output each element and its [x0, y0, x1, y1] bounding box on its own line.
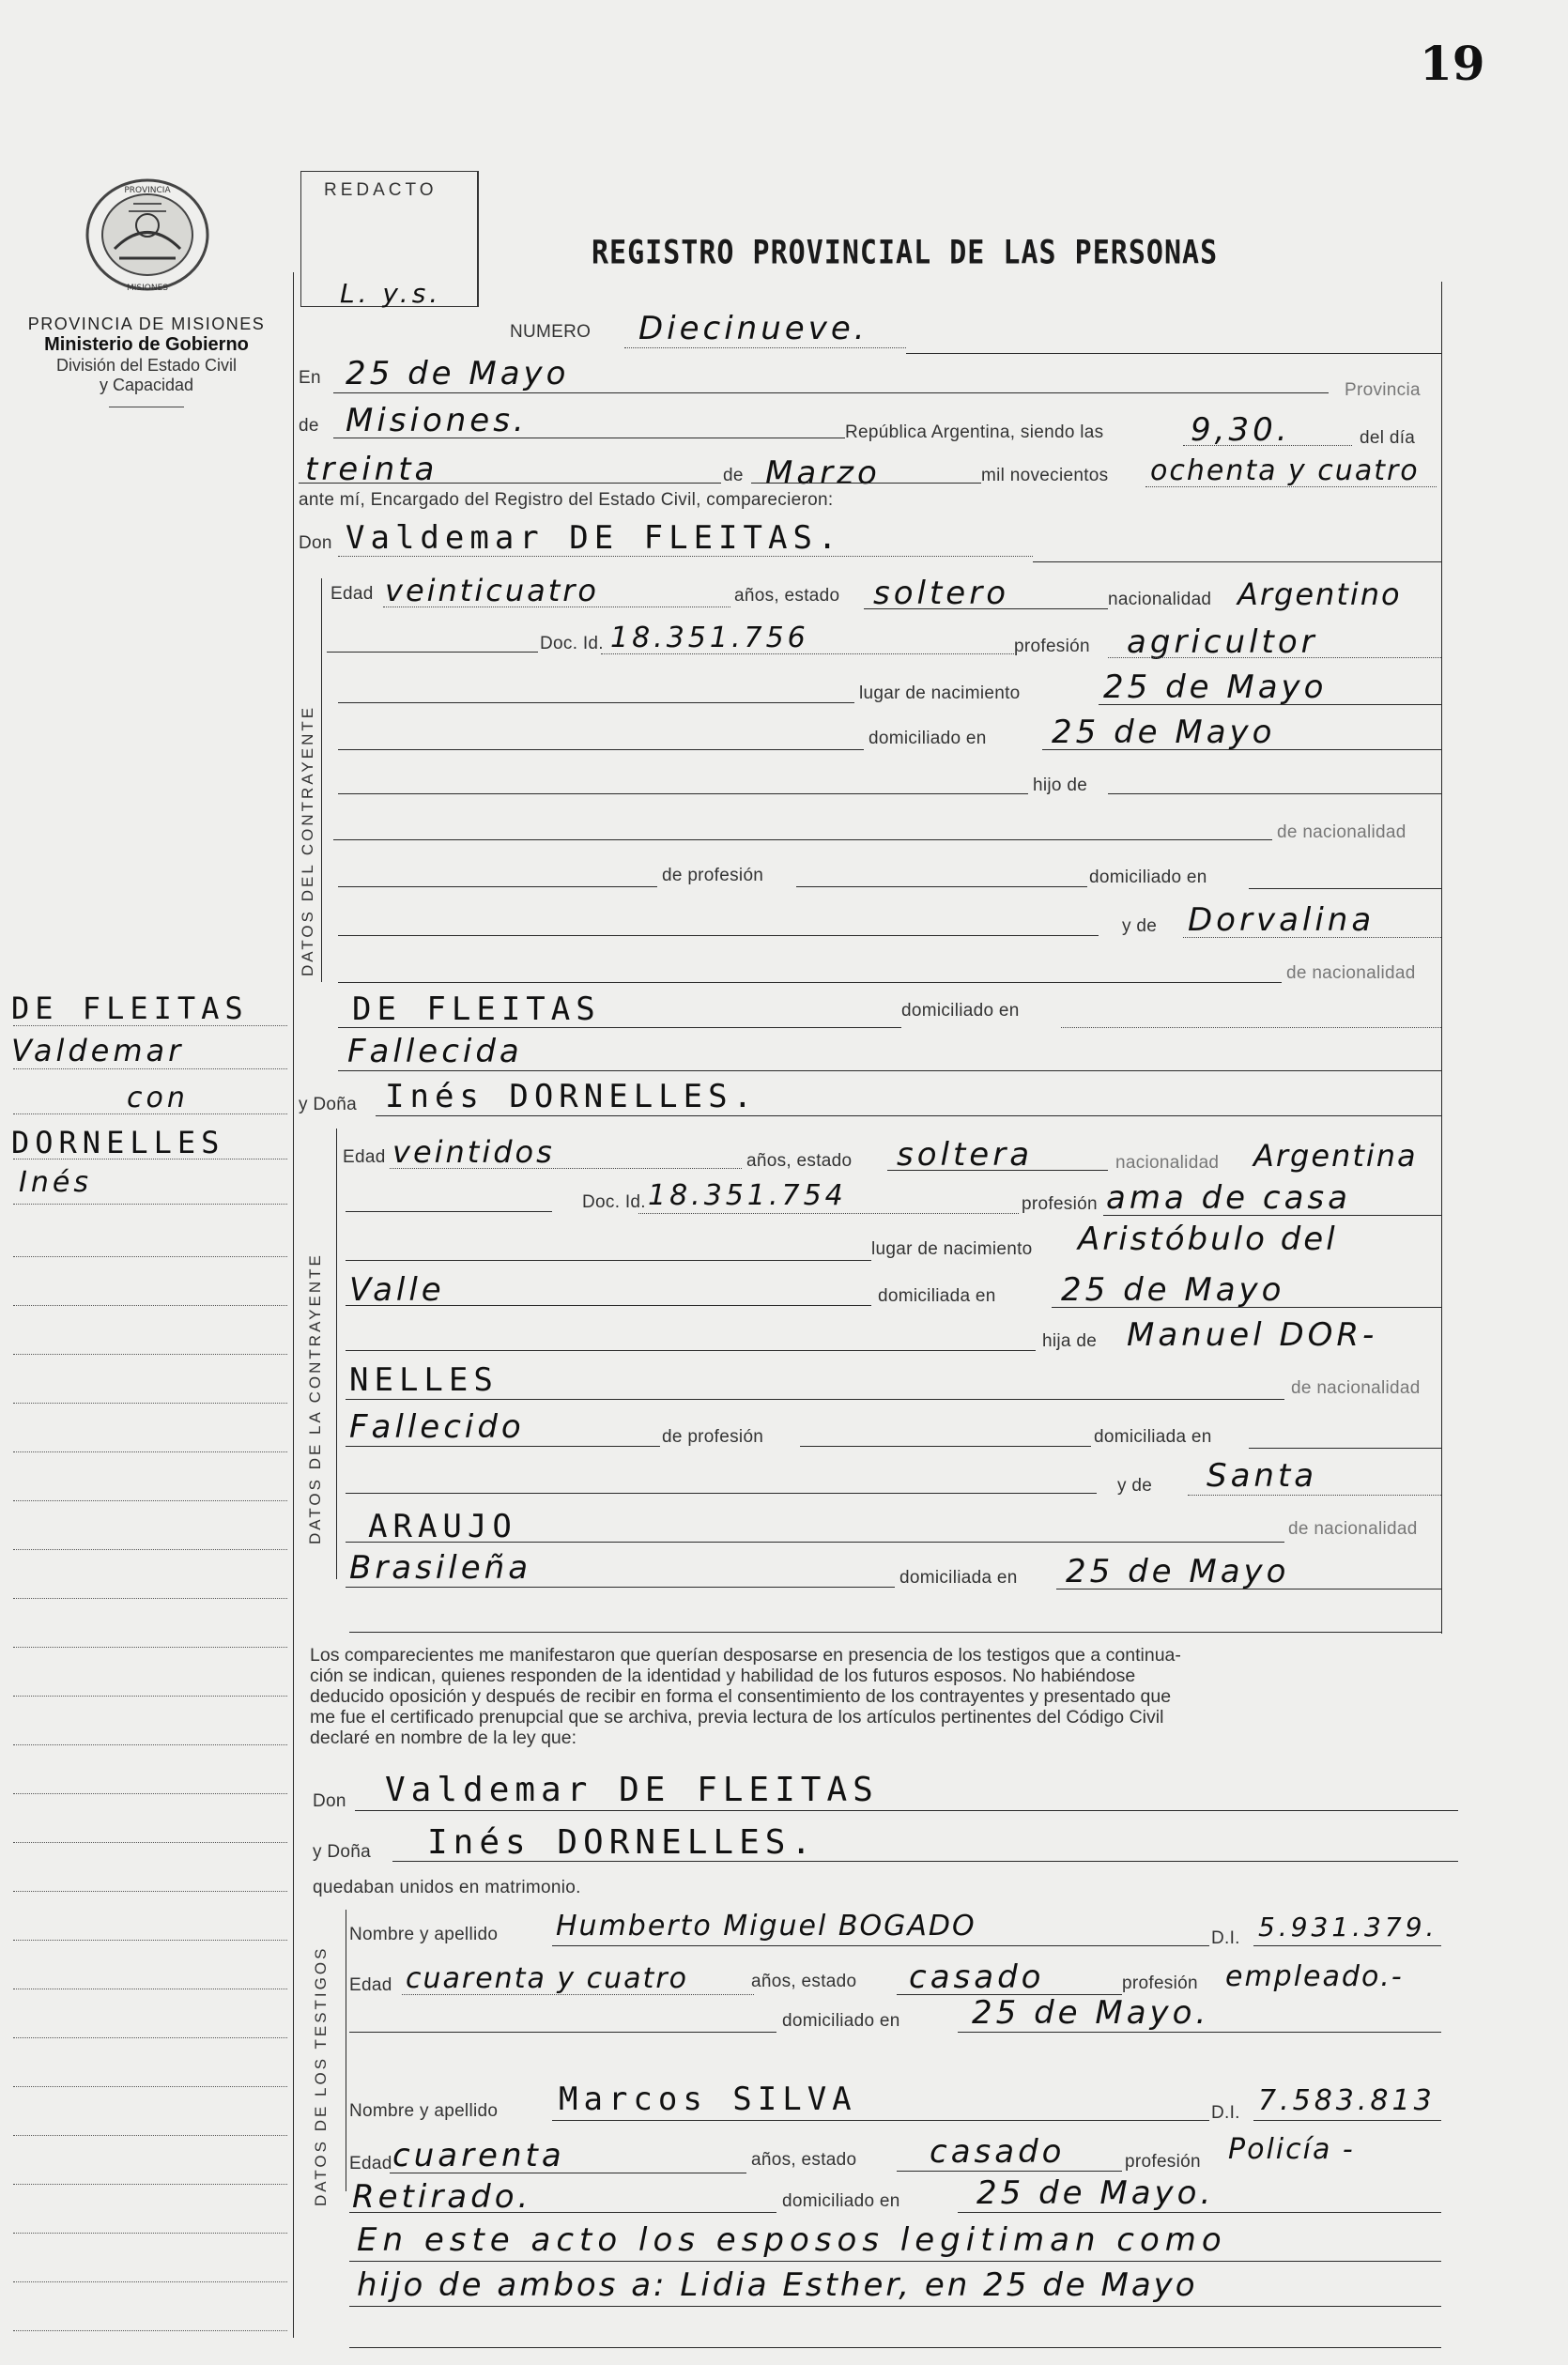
bride-mother-nationality: Brasileña [349, 1549, 532, 1587]
groom-section-label: DATOS DEL CONTRAYENTE [299, 704, 316, 976]
groom-civil-status: soltero [873, 575, 1009, 612]
w1-name: Humberto Miguel BOGADO [556, 1910, 976, 1943]
page-number: 19 [1420, 36, 1485, 91]
bride-name: Inés DORNELLES. [385, 1078, 759, 1115]
bride-civil-status: soltera [897, 1136, 1034, 1174]
bride-y-de-label: y de [1117, 1476, 1153, 1496]
provincial-seal-icon [77, 174, 218, 296]
w1-age: cuarenta y cuatro [406, 1962, 689, 1995]
time-value: 9,30. [1191, 411, 1291, 449]
bride-lugar-label: lugar de nacimiento [871, 1239, 1033, 1259]
office-ministry: Ministerio de Gobierno [44, 334, 249, 355]
declaration-united: quedaban unidos en matrimonio. [313, 1878, 581, 1897]
place-value: 25 de Mayo [346, 355, 570, 392]
margin-note-line5: Inés [19, 1166, 92, 1199]
groom-de-profesion-label: de profesión [662, 866, 764, 885]
provincia-label: Provincia [1345, 380, 1421, 400]
groom-doc-label: Doc. Id. [540, 634, 604, 653]
groom-domiciliado-label: domiciliado en [869, 729, 987, 748]
bride-y-dona-label: y Doña [299, 1095, 358, 1114]
bride-address: 25 de Mayo [1061, 1271, 1285, 1309]
groom-address: 25 de Mayo [1052, 714, 1276, 751]
w2-di-label: D.I. [1211, 2103, 1240, 2123]
province-value: Misiones. [346, 402, 528, 439]
groom-profesion-label: profesión [1014, 637, 1090, 656]
redacto-label: REDACTO [324, 180, 438, 200]
declaration-line-2: ción se indican, quienes responden de la identidad y habilidad de los futuros esposos. No habiéndose [310, 1666, 1136, 1686]
bride-anos-label: años, estado [746, 1151, 853, 1171]
w2-profession-2: Retirado. [352, 2178, 532, 2216]
year-value: ochenta y cuatro [1150, 454, 1420, 487]
w1-dom-label: domiciliado en [782, 2011, 900, 2031]
bride-hija-label: hija de [1042, 1331, 1098, 1351]
groom-y-de-label: y de [1122, 916, 1158, 936]
w2-name: Marcos SILVA [559, 2081, 857, 2118]
bride-nacionalidad-label: nacionalidad [1115, 1153, 1220, 1173]
margin-note-line2: Valdemar [11, 1033, 185, 1068]
w1-nombre-label: Nombre y apellido [349, 1925, 499, 1944]
groom-anos-label: años, estado [734, 586, 840, 606]
w1-edad-label: Edad [349, 1975, 392, 1995]
margin-note-line3: con [127, 1082, 189, 1114]
bride-doc-label: Doc. Id. [582, 1192, 646, 1212]
svg-text:PROVINCIA: PROVINCIA [124, 186, 171, 195]
bride-profesion-label: profesión [1022, 1194, 1098, 1214]
margin-note-line1: DE FLEITAS [11, 991, 249, 1026]
bride-mother-2: ARAUJO [368, 1508, 517, 1545]
groom-age: veinticuatro [385, 573, 599, 608]
office-division: División del Estado Civil [55, 356, 238, 375]
bride-birthplace-1: Aristóbulo del [1078, 1221, 1338, 1258]
office-division-2: y Capacidad [99, 376, 194, 394]
closing-note-1: En este acto los esposos legitiman como [357, 2221, 1227, 2259]
bride-profession: ama de casa [1106, 1179, 1351, 1217]
w2-status: casado [930, 2133, 1066, 2171]
groom-de-nacionalidad-label: de nacionalidad [1277, 822, 1407, 842]
de-label-2: de [723, 466, 744, 485]
bride-mother-1: Santa [1207, 1457, 1318, 1495]
bride-birthplace-2: Valle [349, 1271, 445, 1309]
w2-edad-label: Edad [349, 2154, 392, 2173]
day-value: treinta [305, 451, 438, 488]
del-dia-label: del día [1360, 428, 1416, 448]
republica-label: República Argentina, siendo las [845, 422, 1104, 442]
declaration-paragraph [310, 1645, 1465, 1748]
don-label: Don [299, 533, 332, 553]
bride-edad-label: Edad [343, 1147, 386, 1167]
groom-edad-label: Edad [331, 584, 374, 604]
groom-domiciliado-en-label: domiciliado en [1089, 868, 1207, 887]
groom-name: Valdemar DE FLEITAS. [346, 519, 843, 557]
groom-hijo-label: hijo de [1033, 776, 1088, 795]
w2-profession: Policía - [1228, 2133, 1355, 2166]
bride-section-label: DATOS DE LA CONTRAYENTE [306, 1252, 324, 1544]
declaration-don-label: Don [313, 1791, 346, 1811]
groom-mother-first: Dorvalina [1188, 901, 1376, 939]
declaration-dona-label: y Doña [313, 1842, 372, 1862]
margin-note-line4: DORNELLES [11, 1125, 225, 1160]
groom-nacionalidad-label: nacionalidad [1108, 590, 1212, 609]
bride-de-nacionalidad-label: de nacionalidad [1291, 1378, 1421, 1398]
groom-mother-surname: DE FLEITAS [352, 991, 601, 1028]
de-label: de [299, 416, 319, 436]
closing-note-2: hijo de ambos a: Lidia Esther, en 25 de Mayo [357, 2266, 1198, 2304]
w1-anos-label: años, estado [751, 1972, 857, 1991]
w2-di: 7.583.813 [1258, 2084, 1436, 2117]
bride-de-nacionalidad-label-2: de nacionalidad [1288, 1519, 1418, 1539]
w2-anos-label: años, estado [751, 2150, 857, 2170]
bride-age: veintidos [392, 1134, 555, 1170]
w1-di-label: D.I. [1211, 1928, 1240, 1948]
bride-de-profesion-label: de profesión [662, 1427, 764, 1447]
groom-domiciliado-en-label-2: domiciliado en [901, 1001, 1020, 1021]
w1-profession: empleado.- [1225, 1960, 1404, 1993]
groom-profession: agricultor [1127, 623, 1318, 661]
svg-text:MISIONES: MISIONES [126, 284, 169, 293]
w2-dom-label: domiciliado en [782, 2191, 900, 2211]
w2-nombre-label: Nombre y apellido [349, 2101, 499, 2121]
w1-profesion-label: profesión [1122, 1973, 1198, 1993]
w1-di: 5.931.379. [1258, 1912, 1438, 1943]
witnesses-section-label: DATOS DE LOS TESTIGOS [312, 1945, 330, 2206]
en-label: En [299, 368, 321, 388]
declaration-line-5: declaré en nombre de la ley que: [310, 1728, 577, 1748]
declaration-line-4: me fue el certificado prenupcial que se archiva, previa lectura de los artículos pertinentes del Código Civil [310, 1707, 1164, 1728]
mil-label: mil novecientos [981, 466, 1109, 485]
bride-father-2: NELLES [349, 1361, 499, 1399]
declaration-groom: Valdemar DE FLEITAS [385, 1771, 879, 1809]
bride-domiciliada-label: domiciliada en [878, 1286, 996, 1306]
groom-birthplace: 25 de Mayo [1103, 668, 1328, 706]
declaration-line-3: deducido oposición y después de recibir en forma el consentimiento de los contrayentes y presentado que [310, 1686, 1172, 1707]
declaration-bride: Inés DORNELLES. [427, 1823, 818, 1862]
bride-mother-address: 25 de Mayo [1066, 1553, 1290, 1590]
groom-lugar-label: lugar de nacimiento [859, 683, 1021, 703]
groom-de-nacionalidad-label-2: de nacionalidad [1286, 963, 1416, 983]
w2-age: cuarenta [392, 2137, 565, 2174]
numero-label: NUMERO [510, 322, 592, 342]
bride-father-status: Fallecido [349, 1408, 525, 1446]
w1-address: 25 de Mayo. [972, 1994, 1210, 2032]
groom-nationality: Argentino [1237, 576, 1402, 612]
w2-address: 25 de Mayo. [976, 2174, 1215, 2212]
groom-mother-status: Fallecida [347, 1033, 523, 1070]
bride-domiciliada-en-label: domiciliada en [1094, 1427, 1212, 1447]
bride-nationality: Argentina [1253, 1138, 1418, 1174]
ante-text: ante mí, Encargado del Registro del Estado Civil, comparecieron: [299, 490, 834, 510]
declaration-line-1: Los comparecientes me manifestaron que querían desposarse en presencia de los testigos que a continua- [310, 1645, 1181, 1666]
registry-title: REGISTRO PROVINCIAL DE LAS PERSONAS [592, 234, 1219, 272]
bride-domiciliada-label-2: domiciliada en [899, 1568, 1018, 1588]
w1-status: casado [909, 1958, 1045, 1996]
month-value: Marzo [765, 454, 881, 492]
redacto-value: L. y.s. [340, 278, 442, 309]
groom-doc: 18.351.756 [610, 622, 809, 654]
bride-father-1: Manuel DOR- [1127, 1316, 1378, 1354]
w2-profesion-label: profesión [1125, 2152, 1201, 2172]
bride-doc: 18.351.754 [648, 1179, 847, 1212]
numero-value: Diecinueve. [638, 310, 869, 347]
office-province: PROVINCIA DE MISIONES [27, 315, 266, 333]
